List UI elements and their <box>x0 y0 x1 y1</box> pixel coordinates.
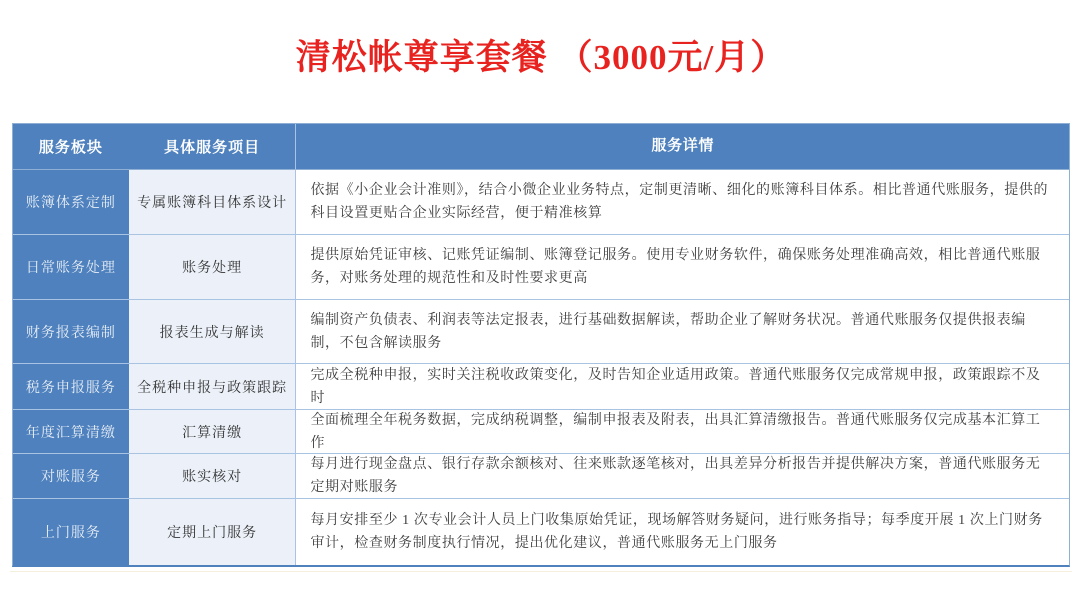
header-module: 服务板块 <box>13 124 129 170</box>
service-table <box>12 123 1070 567</box>
detail-cell: 依据《小企业会计准则》，结合小微企业业务特点，定制更清晰、细化的账簿科目体系。相比普通代账服务，提供的科目设置更贴合企业实际经营，便于精准核算 <box>295 170 1069 235</box>
table-row <box>13 454 1069 499</box>
item-cell: 专属账簿科目体系设计 <box>129 170 296 235</box>
detail-cell: 完成全税种申报，实时关注税收政策变化，及时告知企业适用政策。普通代账服务仅完成常规申报，政策跟踪不及时 <box>295 364 1069 410</box>
module-cell: 年度汇算清缴 <box>13 410 129 454</box>
table-row <box>13 364 1069 410</box>
module-cell: 税务申报服务 <box>13 364 129 410</box>
module-cell: 账簿体系定制 <box>13 170 129 235</box>
table-row <box>13 410 1069 454</box>
table-row <box>13 499 1069 565</box>
module-cell: 财务报表编制 <box>13 300 129 364</box>
decorative-line <box>10 571 1072 572</box>
item-cell: 汇算清缴 <box>129 410 296 454</box>
header-detail: 服务详情 <box>295 124 1069 170</box>
item-cell: 全税种申报与政策跟踪 <box>129 364 296 410</box>
table-row <box>13 300 1069 364</box>
header-item: 具体服务项目 <box>129 124 296 170</box>
table-row <box>13 235 1069 300</box>
detail-cell: 编制资产负债表、利润表等法定报表，进行基础数据解读，帮助企业了解财务状况。普通代账服务仅提供报表编制，不包含解读服务 <box>295 300 1069 364</box>
detail-cell: 每月进行现金盘点、银行存款余额核对、往来账款逐笔核对，出具差异分析报告并提供解决方案，普通代账服务无定期对账服务 <box>295 454 1069 499</box>
module-cell: 日常账务处理 <box>13 235 129 300</box>
detail-cell: 全面梳理全年税务数据，完成纳税调整，编制申报表及附表，出具汇算清缴报告。普通代账服务仅完成基本汇算工作 <box>295 410 1069 454</box>
item-cell: 账实核对 <box>129 454 296 499</box>
item-cell: 报表生成与解读 <box>129 300 296 364</box>
item-cell: 账务处理 <box>129 235 296 300</box>
detail-cell: 提供原始凭证审核、记账凭证编制、账簿登记服务。使用专业财务软件，确保账务处理准确高效，相比普通代账服务，对账务处理的规范性和及时性要求更高 <box>295 235 1069 300</box>
table-header-row <box>13 124 1069 170</box>
module-cell: 上门服务 <box>13 499 129 565</box>
table-row <box>13 170 1069 235</box>
item-cell: 定期上门服务 <box>129 499 296 565</box>
module-cell: 对账服务 <box>13 454 129 499</box>
page-title: 清松帐尊享套餐 （3000元/月） <box>295 38 787 77</box>
detail-cell: 每月安排至少 1 次专业会计人员上门收集原始凭证，现场解答财务疑问，进行账务指导；每季度开展 1 次上门财务审计，检查财务制度执行情况，提出优化建议，普通代账服务无上门服务 <box>295 499 1069 565</box>
